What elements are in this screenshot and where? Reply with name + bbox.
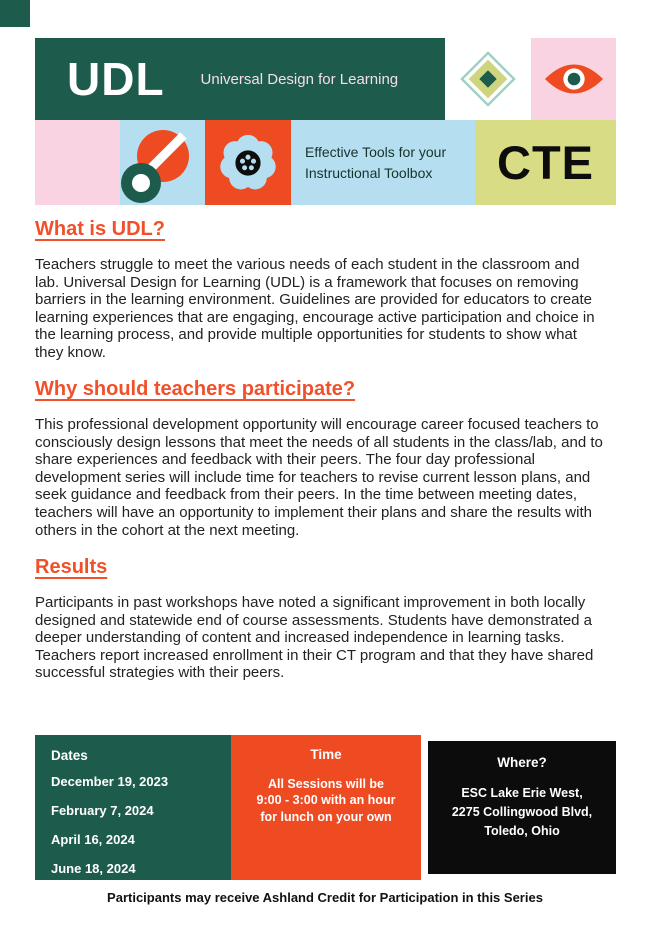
where-line: ESC Lake Erie West, (461, 786, 583, 800)
dates-title: Dates (51, 748, 88, 763)
flower-icon (217, 132, 279, 194)
flower-tile (205, 120, 291, 205)
header-banner (35, 38, 616, 205)
where-line: 2275 Collingwood Blvd, (451, 804, 593, 819)
section-heading: What is UDL? (35, 218, 165, 240)
section-what-is-udl (35, 218, 607, 361)
section-paragraph: This professional development opportunity will encourage career focused teachers to consciously design lessons that meet the needs of all students in the class/lab, and to share experiences and feedback with their peers. The four day professional development series will include time for teachers to revise current lesson plans, and seek guidance and feedback from their peers. In the time between meeting dates, teachers will have an opportunity to implement their plans and share the results with others in the cohort at the next meeting. (35, 416, 603, 539)
header-row-1 (35, 38, 616, 120)
header-row-2 (35, 120, 616, 205)
cte-tile (475, 120, 616, 205)
corner-decoration (0, 0, 30, 27)
toolbox-text-tile (291, 120, 475, 205)
section-paragraph: Participants in past workshops have noted a significant improvement in both locally designed and statewide end of course assessments. Students have demonstrated a deeper understanding of content and increased independence in learning tasks. Teachers report increased enrollment in their CT program and that they have shared successful strategies with their peers. (35, 594, 594, 682)
time-title: Time (310, 747, 342, 762)
where-box (428, 741, 616, 874)
section-heading: Why should teachers participate? (35, 378, 356, 401)
section-heading: Results (35, 556, 108, 579)
pink-tile (35, 120, 120, 205)
where-line: Toledo, Ohio (484, 823, 560, 838)
date-item: December 19, 2023 (51, 774, 169, 789)
toolbox-line-2: Instructional Toolbox (305, 164, 433, 181)
section-why-participate (35, 378, 607, 539)
time-box (231, 735, 421, 880)
udl-logo: UDL (67, 53, 165, 105)
diamond-icon (459, 50, 517, 108)
diamond-tile (445, 38, 531, 120)
section-paragraph: Teachers struggle to meet the various needs of each student in the classroom and lab. Universal Design for Learning (UDL) is a framework that focuses on removing barriers in the learning environment. Guidelines are provided for educators to create learning experiences that are engaging, encourage active participation and choice in the learning process, and provide multiple opportunities for students to show what they know. (35, 256, 595, 361)
toolbox-line-1: Effective Tools for your (305, 143, 447, 160)
flyer-body (35, 218, 607, 699)
udl-logo-block (35, 38, 445, 120)
where-title: Where? (497, 755, 547, 770)
time-line: 9:00 - 3:00 with an hour (256, 793, 396, 808)
date-item: February 7, 2024 (51, 803, 154, 818)
date-item: June 18, 2024 (51, 861, 136, 876)
credit-footer: Participants may receive Ashland Credit for Participation in this Series (107, 890, 543, 905)
eye-tile (531, 38, 616, 120)
dates-box (35, 735, 231, 880)
udl-subtitle: Universal Design for Learning (200, 70, 399, 88)
section-results (35, 556, 607, 682)
circles-icon (117, 128, 197, 206)
time-line: for lunch on your own (260, 809, 392, 824)
cte-logo: CTE (497, 136, 594, 189)
date-item: April 16, 2024 (51, 832, 135, 847)
time-line: All Sessions will be (267, 777, 384, 791)
eye-icon (543, 57, 605, 101)
info-boxes-row (35, 735, 616, 880)
